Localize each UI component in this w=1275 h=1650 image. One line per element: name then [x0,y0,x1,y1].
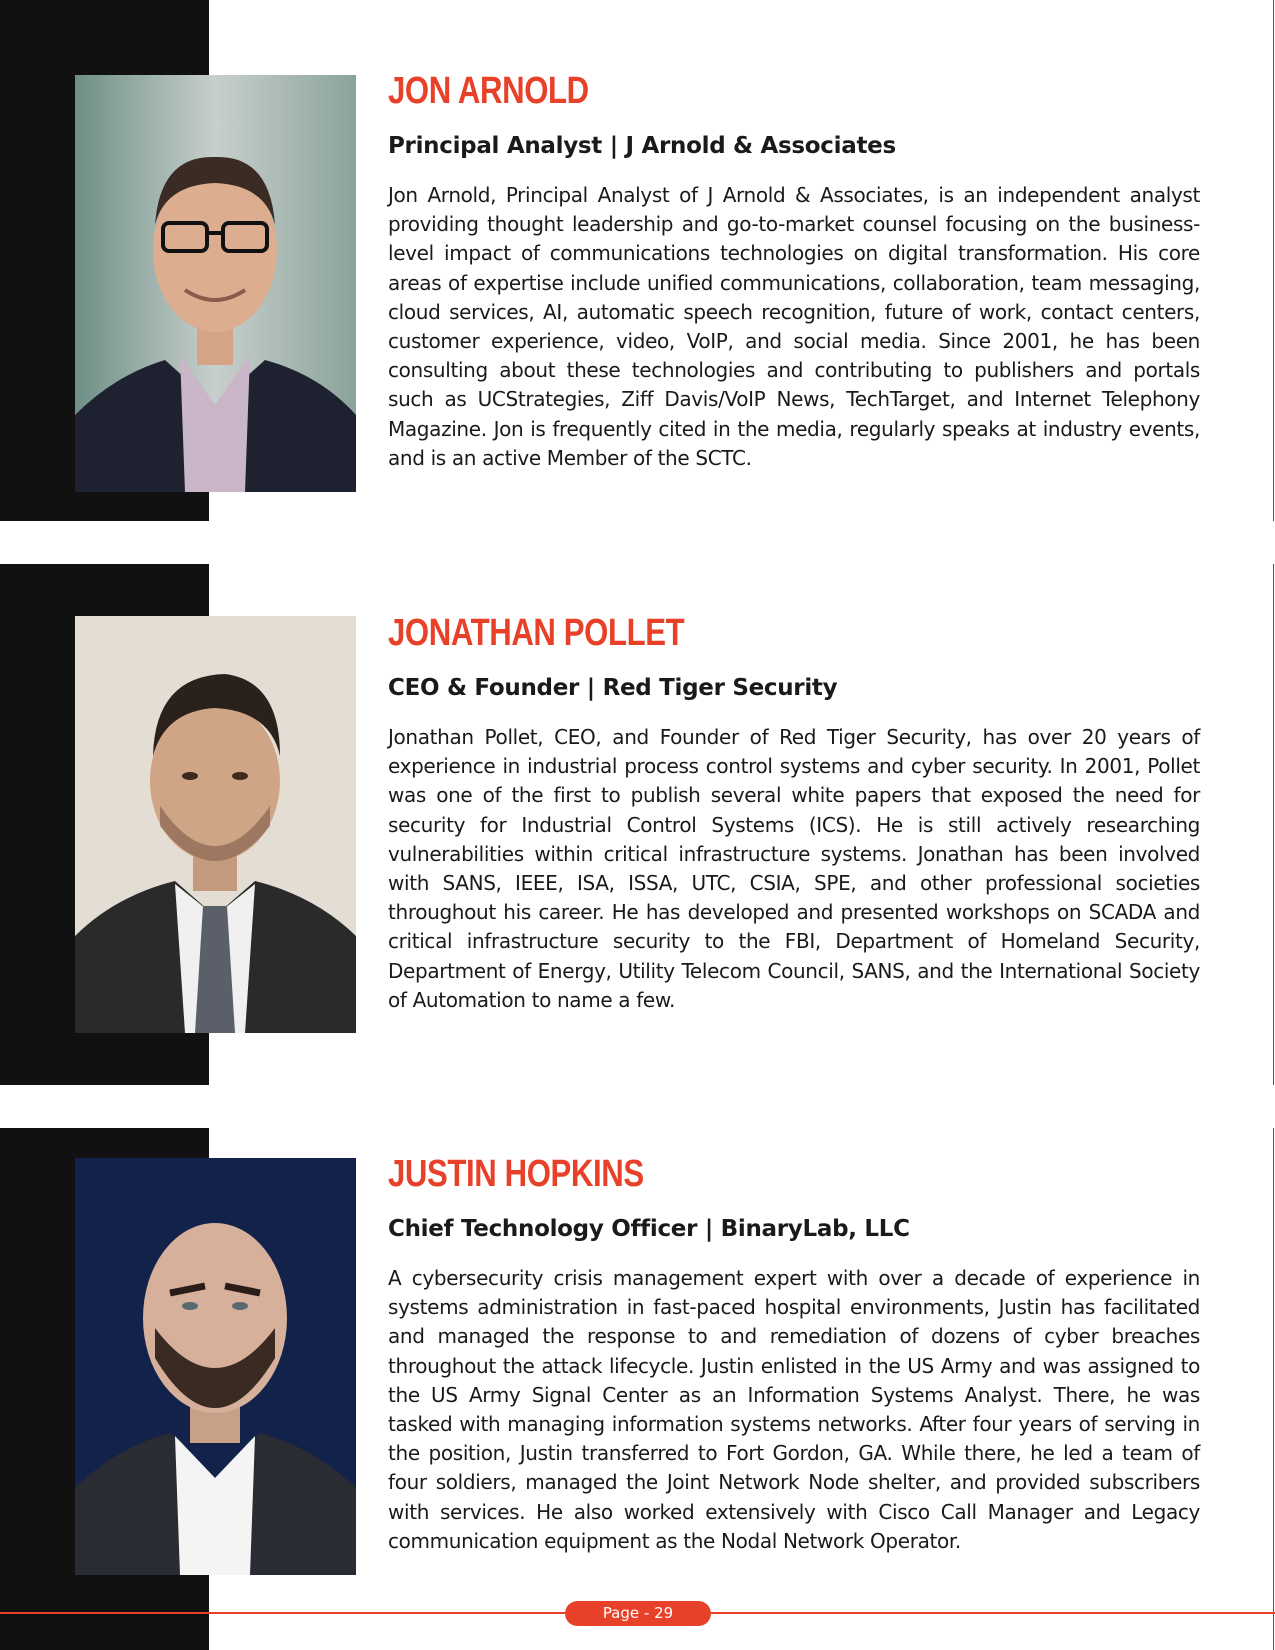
section-3-divider [1273,1128,1274,1650]
speaker-role: CEO & Founder | Red Tiger Security [388,675,838,701]
speaker-bio: Jonathan Pollet, CEO, and Founder of Red Tiger Security, has over 20 years of experience in industrial process control systems and cyber security. In 2001, Pollet was one of the first to publish several white papers that exposed the need for security for Industrial Control Systems (ICS). He is still actively researching vulnerabilities within critical infrastructure systems. Jonathan has been involved with SANS, IEEE, ISA, ISSA, UTC, CSIA, SPE, and other professional societies throughout his career. He has developed and presented workshops on SCADA and critical infrastructure security to the FBI, Department of Homeland Security, Department of Energy, Utility Telecom Council, SANS, and the International Society of Automation to name a few. [388,725,1200,1012]
portrait-justin-hopkins [75,1158,356,1575]
speaker-bio: Jon Arnold, Principal Analyst of J Arnold & Associates, is an independent analyst providing thought leadership and go-to-market counsel focusing on the business-level impact of communications technologies on digital transformation. His core areas of expertise include unified communications, collaboration, team messaging, cloud services, AI, automatic speech recognition, future of work, contact centers, customer experience, video, VoIP, and social media. Since 2001, he has been consulting about these technologies and contributing to publishers and portals such as UCStrategies, Ziff Davis/VoIP News, TechTarget, and Internet Telephony Magazine. Jon is frequently cited in the media, regularly speaks at industry events, and is an active Member of the SCTC. [388,183,1200,470]
portrait-jonathan-pollet [75,616,356,1033]
section-2-divider [1273,564,1274,1085]
speaker-bio: A cybersecurity crisis management expert with over a decade of experience in systems administration in fast-paced hospital environments, Justin has facilitated and managed the response to and remediation of dozens of cyber breaches throughout the attack lifecycle. Justin enlisted in the US Army and was assigned to the US Army Signal Center as an Information Systems Analyst. There, he was tasked with managing information systems networks. After four years of serving in the position, Justin transferred to Fort Gordon, GA. While there, he led a team of four soldiers, managed the Joint Network Node shelter, and provided subscribers with services. He also worked extensively with Cisco Call Manager and Legacy communication equipment as the Nodal Network Operator. [388,1266,1200,1553]
section-1-divider [1273,0,1274,521]
speaker-role: Principal Analyst | J Arnold & Associates [388,133,896,159]
portrait-jon-arnold [75,75,356,492]
speaker-name: JUSTIN HOPKINS [388,1153,644,1195]
speaker-name: JONATHAN POLLET [388,612,685,654]
page-number-badge: Page - 29 [565,1601,711,1626]
speaker-role: Chief Technology Officer | BinaryLab, LLC [388,1216,910,1242]
speaker-name: JON ARNOLD [388,70,589,112]
